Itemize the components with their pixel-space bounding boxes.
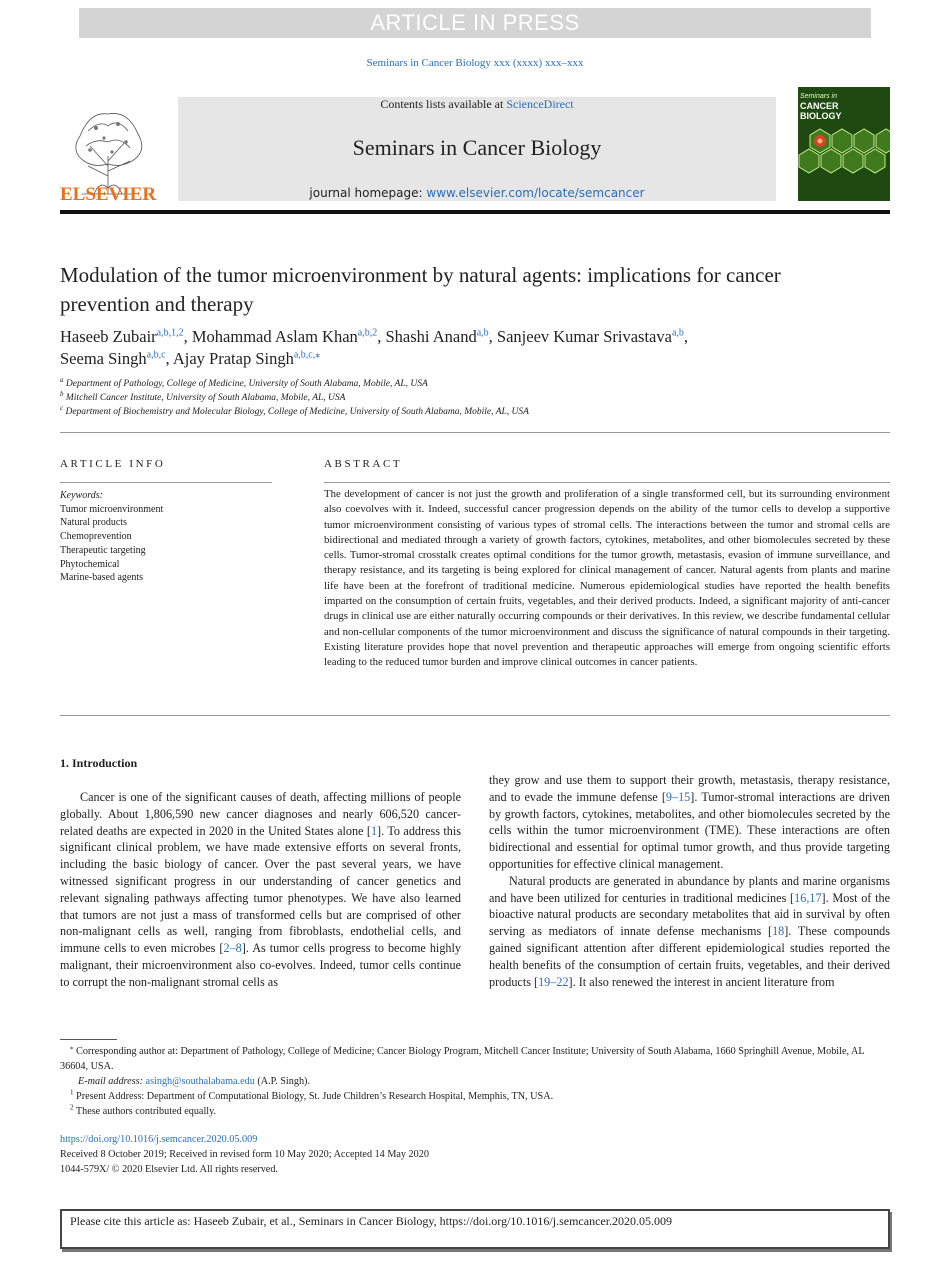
publication-meta xyxy=(60,1132,890,1177)
keywords-list xyxy=(60,489,272,585)
author-name[interactable]: Mohammad Aslam Khan xyxy=(191,327,358,346)
article-info-heading: ARTICLE INFO xyxy=(60,458,166,470)
paragraph xyxy=(489,873,890,991)
contents-prefix: Contents lists available at xyxy=(380,97,507,111)
footnote-corresponding xyxy=(60,1044,890,1074)
author-affiliation-marks[interactable]: a,b,2 xyxy=(357,327,378,339)
footnote-2 xyxy=(60,1104,890,1119)
affiliation xyxy=(60,391,890,405)
author-affiliation-marks[interactable]: a,b xyxy=(671,327,684,339)
affiliations xyxy=(60,377,890,419)
cover-title-line2: CANCER xyxy=(800,101,839,111)
keyword: Phytochemical xyxy=(60,558,120,570)
footnote-mark: 1 xyxy=(70,1088,74,1097)
author-affiliation-marks[interactable]: a,b,c,⁎ xyxy=(293,349,321,361)
article-in-press-banner: ARTICLE IN PRESS xyxy=(79,8,871,38)
footnote-email xyxy=(60,1074,890,1089)
copyright: 1044-579X/ © 2020 Elsevier Ltd. All rights reserved. xyxy=(60,1164,278,1175)
affiliation-text: Department of Pathology, College of Medicine, University of South Alabama, Mobile, AL, USA xyxy=(65,379,428,389)
divider xyxy=(60,715,890,716)
homepage-line xyxy=(178,186,776,200)
divider xyxy=(324,482,890,483)
author-name[interactable]: Haseeb Zubair xyxy=(60,327,157,346)
footnote-mark: ⁎ xyxy=(70,1043,74,1052)
text-run: ]. To address this significant clinical problem, we have made extensive efforts on several fronts, including the basic biology of cancer. Over the past several years, we have witnessed significant progress in our understanding of cancer genetics and relevant signaling pathways affecting tumor phenotypes. We have also learned that tumors are not just a mass of transformed cells but are comprised of other non-malignant cells as well, ranging from fibroblasts, endothelial cells, and immune cells to even microbes [ xyxy=(60,823,461,956)
footnote-text: Corresponding author at: Department of Pathology, College of Medicine; Cancer Biology Program, Mitchell Cancer Institute; University of South Alabama, 1660 Springhill Avenue, Mobile, AL 36604, USA. xyxy=(60,1046,865,1072)
reference-link[interactable]: 18 xyxy=(772,924,785,939)
masthead-rule xyxy=(60,210,890,214)
author-name[interactable]: Ajay Pratap Singh xyxy=(172,349,294,368)
paragraph xyxy=(489,772,890,873)
body-column-left xyxy=(60,789,461,991)
footnote-mark: 2 xyxy=(70,1103,74,1112)
text-run: Cancer is one of the significant causes of death, affecting millions of people globally. About 1,806,590 new cancer diagnoses and nearly 606,520 cancer-related deaths are expected in 2020 in the United States alone [ xyxy=(60,790,461,838)
text-run: ]. These compounds gained significant attention after different epidemiological studies reported the health benefits of the consumption of certain fruits, vegetables, and their derived products [ xyxy=(489,924,891,989)
affiliation-label: b xyxy=(60,389,64,398)
author-affiliation-marks[interactable]: a,b,1,2 xyxy=(156,327,184,339)
homepage-prefix: journal homepage: xyxy=(309,186,427,200)
affiliation-label: a xyxy=(60,375,64,384)
journal-title: Seminars in Cancer Biology xyxy=(352,135,602,160)
affiliation xyxy=(60,405,890,419)
text-run: Natural products are generated in abundance by plants and marine organisms and have been utilized for centuries in traditional medicines [ xyxy=(489,873,890,905)
reference-link[interactable]: 1 xyxy=(370,823,378,838)
keywords-label: Keywords: xyxy=(60,490,103,501)
footnote-text: Present Address: Department of Computational Biology, St. Jude Children’s Research Hospital, Memphis, TN, USA. xyxy=(76,1091,554,1102)
author-affiliation-marks[interactable]: a,b xyxy=(476,327,489,339)
journal-cover-thumbnail[interactable] xyxy=(798,87,890,201)
email-link[interactable]: asingh@southalabama.edu xyxy=(145,1076,255,1087)
text-run: ]. It also renewed the interest in ancient literature from xyxy=(568,974,835,989)
doi-link[interactable]: https://doi.org/10.1016/j.semcancer.2020.05.009 xyxy=(60,1134,258,1145)
reference-link[interactable]: 19–22 xyxy=(538,974,569,989)
abstract-heading: ABSTRACT xyxy=(324,458,403,470)
cover-title-line1: Seminars in xyxy=(800,93,837,100)
section-heading: 1. Introduction xyxy=(60,756,138,770)
cover-title-line3: BIOLOGY xyxy=(800,111,842,121)
divider xyxy=(60,432,890,433)
text-run: they grow and use them to support their growth, metastasis, therapy resistance, and to evade the immune defense [ xyxy=(489,773,890,804)
text-run: ]. Tumor-stromal interactions are driven by growth factors, cytokines, metabolites, and other biomolecules secreted by the cells within the tumor microenvironment (TME). These interactions are often bidirectional and essential for optimal tumor growth, and thus provide targeting opportunities for effective clinical management. xyxy=(489,789,890,871)
author-name[interactable]: Seema Singh xyxy=(60,349,147,368)
footnote-rule xyxy=(60,1039,117,1040)
article-title: Modulation of the tumor microenvironment by natural agents: implications for cancer prevention and therapy xyxy=(60,263,781,316)
body-column-right xyxy=(489,772,890,990)
text-run: ]. As tumor cells progress to become highly malignant, their microenvironment also co-evolves. Indeed, tumor cells continue to corrupt the non-malignant stromal cells as xyxy=(60,941,461,989)
contents-line xyxy=(178,97,776,112)
cover-hexagon-pattern-icon xyxy=(798,127,890,187)
keyword: Marine-based agents xyxy=(60,572,144,584)
email-label: E-mail address: xyxy=(78,1076,146,1087)
elsevier-wordmark: ELSEVIER xyxy=(60,184,157,205)
keyword: Natural products xyxy=(60,517,127,529)
keyword: Tumor microenvironment xyxy=(60,503,164,515)
keyword: Therapeutic targeting xyxy=(60,544,146,556)
abstract-text: The development of cancer is not just the growth and proliferation of a single transformed cell, but its surrounding environment also coevolves with it. Indeed, successful cancer progression depends on the ability of the tumor cells to develop a supportive tumor microenvironment consisting of various types of stromal cells. The interactions between the tumor and stromal cells are bidirectional and mediated through a variety of growth factors, cytokines, metabolites, and other biomolecules secreted by these cells. Tumor-stromal crosstalk creates optimal conditions for the tumor growth, metastasis, evasion of immune surveillance, and therapy resistance, and its targeting is being explored for clinical management of cancer. Natural agents from plants and marine life have been at the forefront of traditional medicine. Numerous epidemiological studies have reported the health benefits imparted on the consumption of certain fruits, vegetables, and their derived products. Indeed, a significant majority of anti-cancer drugs in clinical use are either naturally occurring compounds or their derivatives. In this review, we describe fundamental cellular and non-cellular components of the tumor microenvironment and discuss the significance of natural compounds in their targeting. Existing literature provides hope that novel prevention and therapeutic approaches will emerge from ongoing scientific efforts leading to the reduced tumor burden and improve clinical outcomes in cancer patients. xyxy=(324,488,890,669)
text-run: ]. Most of the bioactive natural products are secondary metabolites that aid in survival by often serving as mediators of innate defense mechanisms [ xyxy=(489,890,890,939)
reference-link[interactable]: 16,17 xyxy=(794,890,822,905)
footnote-1 xyxy=(60,1089,890,1104)
received-history: Received 8 October 2019; Received in revised form 10 May 2020; Accepted 14 May 2020 xyxy=(60,1149,429,1160)
keyword: Chemoprevention xyxy=(60,531,132,543)
journal-reference-link[interactable]: Seminars in Cancer Biology xxx (xxxx) xxx–xxx xyxy=(366,57,584,69)
author-name[interactable]: Sanjeev Kumar Srivastava xyxy=(496,327,672,346)
affiliation xyxy=(60,377,890,391)
affiliation-label: c xyxy=(60,403,64,412)
reference-link[interactable]: 2–8 xyxy=(223,941,242,956)
footnotes xyxy=(60,1044,890,1119)
homepage-link[interactable]: www.elsevier.com/locate/semcancer xyxy=(426,186,645,200)
citation-text: Please cite this article as: Haseeb Zubair, et al., Seminars in Cancer Biology, https://doi.org/10.1016/j.semcancer.2020.05.009 xyxy=(70,1214,673,1228)
email-suffix: (A.P. Singh). xyxy=(254,1076,310,1087)
divider xyxy=(60,482,272,483)
author-affiliation-marks[interactable]: a,b,c xyxy=(146,349,166,361)
author-list: Haseeb Zubair$^{a,b,1,2}$, Mohammad Aslam Khan$^{a,b,2}$, Shashi Anand$^{a,b}$, Sanjeev Kumar Srivastava$^{a,b}$, Seema Singh$^{a,b,c}$, Ajay Pratap Singh$^{a,b,c,⁎}$ xyxy=(60,327,689,368)
reference-link[interactable]: 9–15 xyxy=(665,789,691,804)
affiliation-text: Department of Biochemistry and Molecular Biology, College of Medicine, University of South Alabama, Mobile, AL, USA xyxy=(65,407,529,417)
footnote-text: These authors contributed equally. xyxy=(75,1106,217,1117)
paragraph xyxy=(60,789,461,991)
sciencedirect-link[interactable]: ScienceDirect xyxy=(506,97,574,111)
affiliation-text: Mitchell Cancer Institute, University of South Alabama, Mobile, AL, USA xyxy=(65,393,346,403)
author-name[interactable]: Shashi Anand xyxy=(385,327,477,346)
